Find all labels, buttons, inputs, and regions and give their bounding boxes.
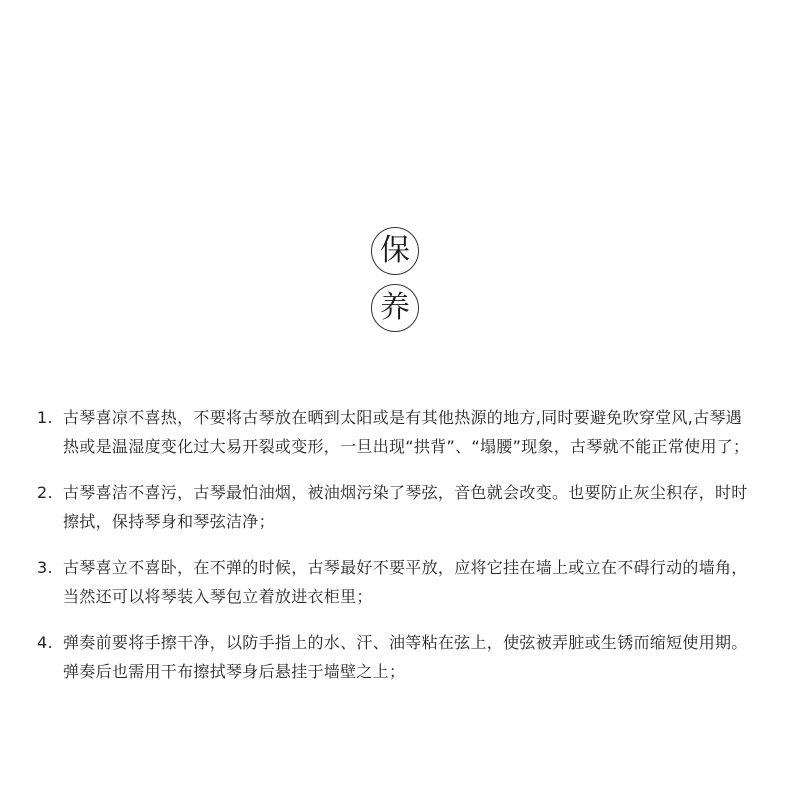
list-item: [37, 403, 757, 461]
care-tips-list: [37, 403, 757, 686]
title-char-yang: 养: [371, 284, 419, 332]
list-item-number: 4.: [37, 633, 53, 652]
list-item-number: 2.: [37, 483, 53, 502]
list-item: [37, 553, 757, 611]
list-item-number: 1.: [37, 408, 53, 427]
list-item: [37, 628, 757, 686]
title-char-bao: 保: [371, 227, 419, 275]
list-item: [37, 478, 757, 536]
list-item-text: 弹奏前要将手擦干净，以防手指上的水、汗、油等粘在弦上，使弦被弄脏或生锈而缩短使用期。弹奏后也需用干布擦拭琴身后悬挂于墙壁之上；: [63, 633, 748, 681]
list-item-text: 古琴喜凉不喜热，不要将古琴放在晒到太阳或是有其他热源的地方,同时要避免吹穿堂风,古琴遇热或是温湿度变化过大易开裂或变形，一旦出现“拱背”、“塌腰”现象，古琴就不能正常使用了；: [63, 408, 750, 456]
list-item-text: 古琴喜洁不喜污，古琴最怕油烟，被油烟污染了琴弦，音色就会改变。也要防止灰尘积存，时时擦拭，保持琴身和琴弦洁净；: [63, 483, 748, 531]
title-block: [371, 227, 423, 332]
list-item-text: 古琴喜立不喜卧，在不弹的时候，古琴最好不要平放，应将它挂在墙上或立在不碍行动的墙角，当然还可以将琴装入琴包立着放进衣柜里；: [63, 558, 748, 606]
list-item-number: 3.: [37, 558, 53, 577]
